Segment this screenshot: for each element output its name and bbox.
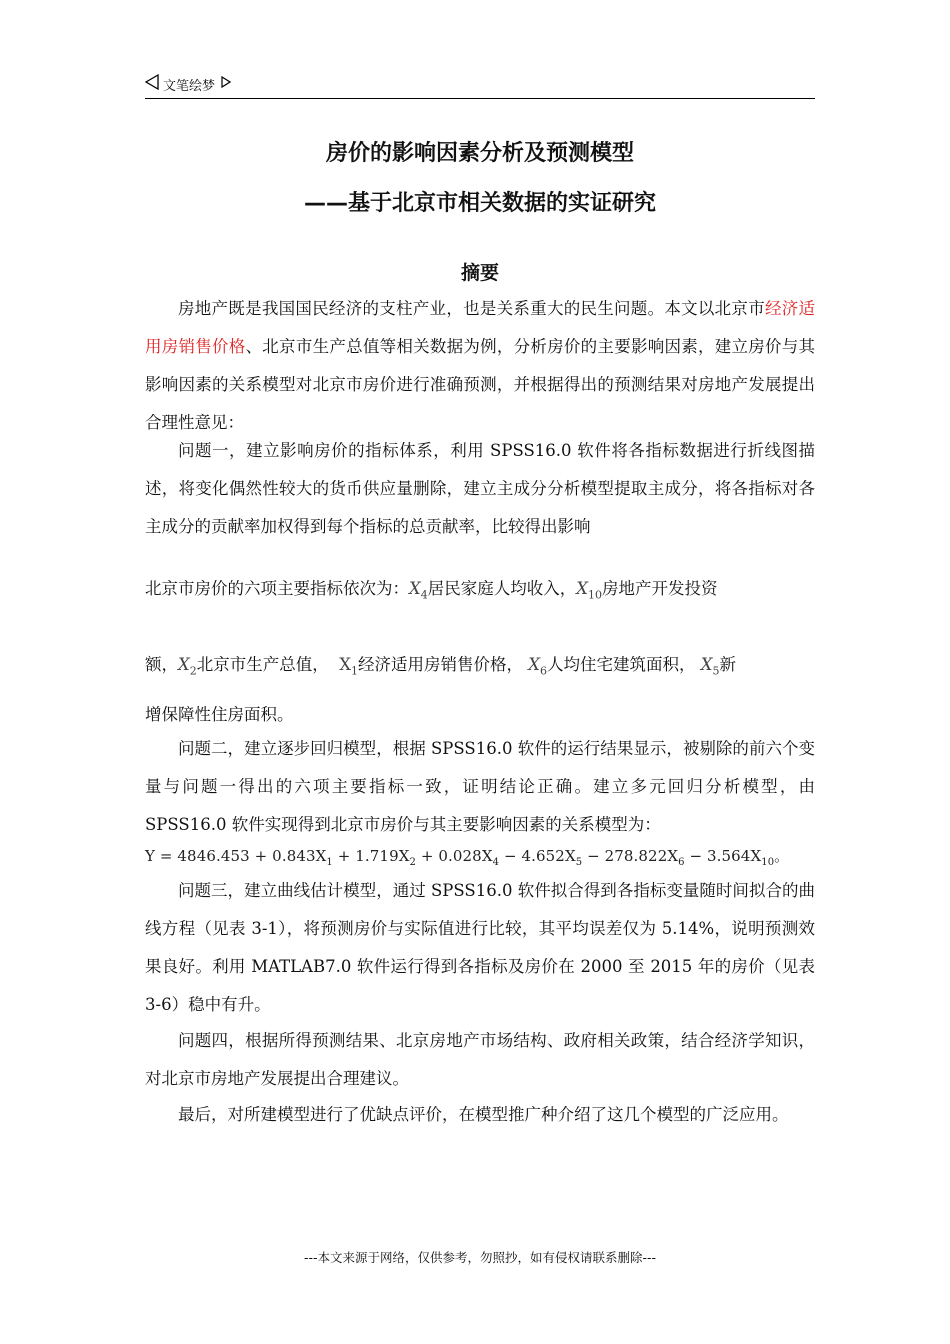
p4-text-e: 新 bbox=[719, 655, 736, 674]
p1-highlight: 经济适用房销售价格 bbox=[145, 299, 816, 356]
abstract-line-3 bbox=[145, 574, 815, 610]
var-x10: $X_{10}$ bbox=[576, 579, 602, 602]
left-triangle-icon bbox=[145, 74, 159, 94]
header-brand: 文笔绘梦 bbox=[163, 78, 216, 94]
abstract-paragraph-8: 问题四，根据所得预测结果、北京房地产市场结构、政府相关政策，结合经济学知识，对北京市房地产发展提出合理建议。 bbox=[145, 1031, 815, 1088]
title-line-2: ——基于北京市相关数据的实证研究 bbox=[303, 191, 656, 216]
abstract-paragraph-9: 最后，对所建模型进行了优缺点评价，在模型推广种介绍了这几个模型的广泛应用。 bbox=[178, 1105, 789, 1124]
page-header bbox=[145, 74, 815, 99]
abstract-line-4 bbox=[145, 650, 815, 686]
title-line-1: 房价的影响因素分析及预测模型 bbox=[325, 141, 634, 166]
footer-note: ---本文来源于网络，仅供参考，勿照抄，如有侵权请联系删除--- bbox=[303, 1250, 657, 1265]
regression-formula: $Y = 4846.453 + 0.843X_1 + 1.719X_2 + 0.028X_4 - 4.652X_5 - 278.822X_6 - 3.564X_{10}$。 bbox=[145, 847, 790, 868]
p4-text-a: 额， bbox=[145, 655, 178, 674]
abstract-paragraph-2: 问题一，建立影响房价的指标体系，利用 SPSS16.0 软件将各指标数据进行折线图描述，将变化偶然性较大的货币供应量删除，建立主成分分析模型提取主成分，将各指标对各主成分的贡献率加权得到每个指标的总贡献率，比较得出影响 bbox=[145, 441, 815, 536]
p4-text-c: 经济适用房销售价格， bbox=[358, 655, 523, 674]
p1-text-b: 、北京市生产总值等相关数据为例，分析房价的主要影响因素，建立房价与其影响因素的关系模型对北京市房价进行准确预测，并根据得出的预测结果对房地产发展提出合理性意见： bbox=[145, 337, 816, 432]
var-x5: $X_5$ bbox=[700, 655, 720, 678]
var-x2: $X_2$ bbox=[178, 655, 197, 678]
abstract-paragraph-6: 问题二，建立逐步回归模型，根据 SPSS16.0 软件的运行结果显示，被剔除的前六个变量与问题一得出的六项主要指标一致，证明结论正确。建立多元回归分析模型，由 SPSS16.0 软件实现得到北京市房价与其主要影响因素的关系模型为： bbox=[145, 739, 815, 834]
abstract-paragraph-7: 问题三，建立曲线估计模型，通过 SPSS16.0 软件拟合得到各指标变量随时间拟合的曲线方程（见表 3-1），将预测房价与实际值进行比较，其平均误差仅为 5.14%，说明预测效果良好。利用 MATLAB7.0 软件运行得到各指标及房价在 2000 至 2015 年的房价（见表 3-6）稳中有升。 bbox=[145, 881, 815, 1014]
abstract-heading: 摘要 bbox=[460, 262, 499, 284]
p3-text-a: 北京市房价的六项主要指标依次为： bbox=[145, 579, 409, 598]
var-x4: $X_4$ bbox=[409, 579, 428, 602]
abstract-paragraph-1 bbox=[145, 290, 815, 442]
var-x6: $X_6$ bbox=[528, 655, 547, 678]
p4-text-b: 北京市生产总值， bbox=[196, 655, 329, 674]
p3-text-c: 房地产开发投资 bbox=[602, 579, 718, 598]
right-triangle-icon bbox=[221, 76, 231, 92]
p3-text-b: 居民家庭人均收入， bbox=[427, 579, 577, 598]
p1-text-a: 房地产既是我国国民经济的支柱产业，也是关系重大的民生问题。本文以北京市 bbox=[178, 299, 765, 318]
p4-text-d: 人均住宅建筑面积， bbox=[547, 655, 696, 674]
var-x1: $X_1$ bbox=[339, 655, 358, 678]
abstract-line-5: 增保障性住房面积。 bbox=[145, 705, 294, 724]
